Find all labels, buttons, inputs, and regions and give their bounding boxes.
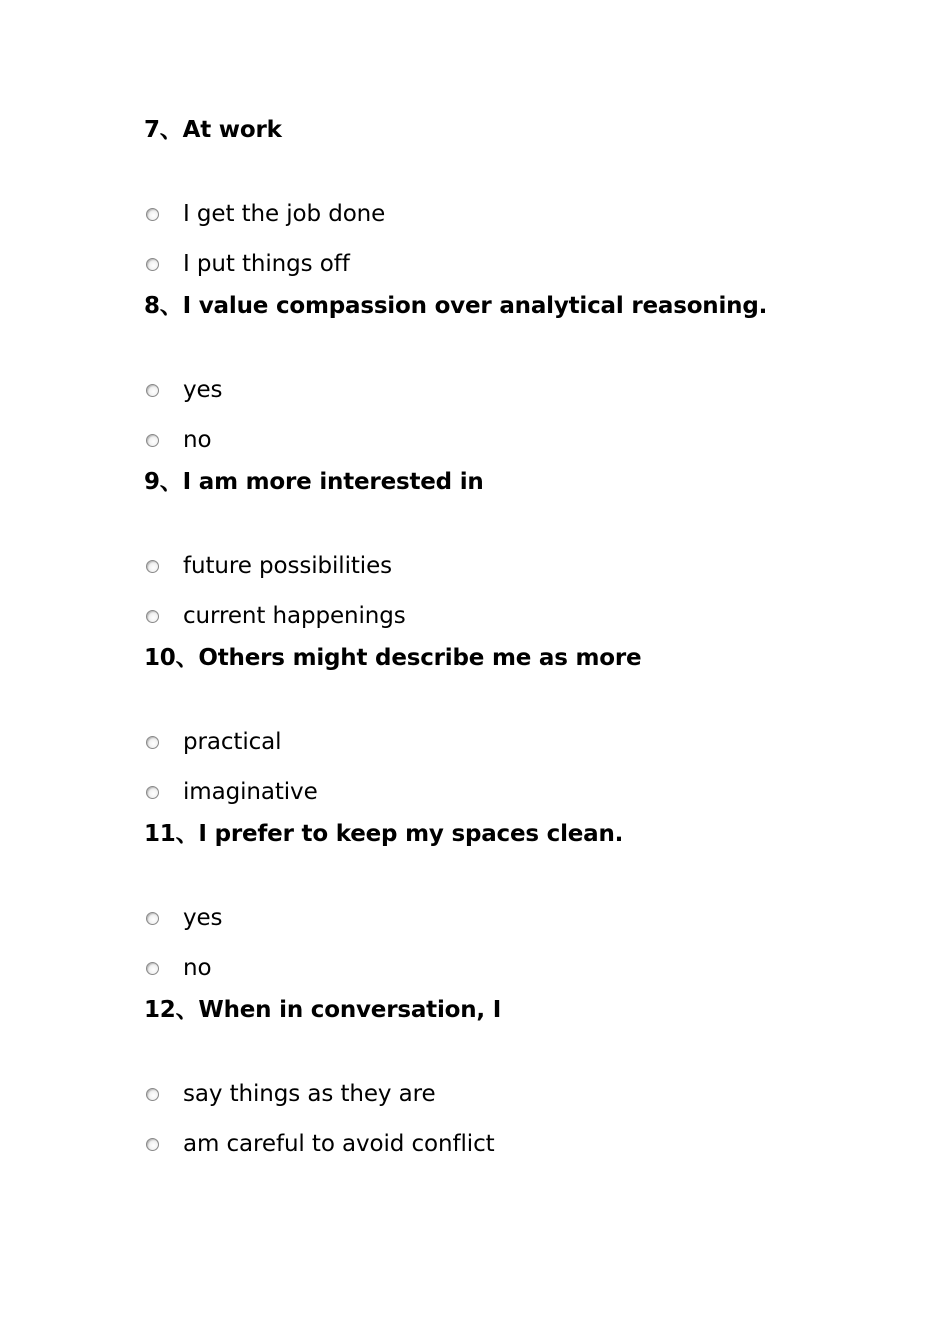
- radio-button[interactable]: [146, 560, 159, 573]
- option-label: I put things off: [183, 251, 350, 277]
- option-imaginative[interactable]: [144, 767, 904, 817]
- option-label: imaginative: [183, 779, 318, 805]
- option-label: no: [183, 955, 212, 981]
- option-no[interactable]: [144, 415, 904, 465]
- question-12: [144, 993, 904, 1169]
- radio-button[interactable]: [146, 434, 159, 447]
- radio-button[interactable]: [146, 736, 159, 749]
- option-yes[interactable]: [144, 893, 904, 943]
- question-11: [144, 817, 904, 993]
- radio-button[interactable]: [146, 258, 159, 271]
- question-10: [144, 641, 904, 817]
- question-9: [144, 465, 904, 641]
- question-7: [144, 113, 904, 289]
- question-title: 12、When in conversation, I: [144, 997, 502, 1023]
- radio-button[interactable]: [146, 208, 159, 221]
- option-label: I get the job done: [183, 201, 386, 227]
- option-say-things-as-they-are[interactable]: [144, 1069, 904, 1119]
- question-title: 8、I value compassion over analytical reasoning.: [144, 293, 768, 319]
- option-label: practical: [183, 729, 282, 755]
- radio-button[interactable]: [146, 1138, 159, 1151]
- questionnaire: [144, 113, 904, 1169]
- option-label: yes: [183, 377, 223, 403]
- option-avoid-conflict[interactable]: [144, 1119, 904, 1169]
- question-8: [144, 289, 904, 465]
- option-no[interactable]: [144, 943, 904, 993]
- radio-button[interactable]: [146, 962, 159, 975]
- radio-button[interactable]: [146, 786, 159, 799]
- question-title: 10、Others might describe me as more: [144, 645, 642, 671]
- question-title: 7、At work: [144, 117, 282, 143]
- option-label: yes: [183, 905, 223, 931]
- option-label: current happenings: [183, 603, 406, 629]
- question-title: 9、I am more interested in: [144, 469, 484, 495]
- option-label: no: [183, 427, 212, 453]
- question-title: 11、I prefer to keep my spaces clean.: [144, 821, 624, 847]
- option-label: future possibilities: [183, 553, 393, 579]
- radio-button[interactable]: [146, 610, 159, 623]
- option-yes[interactable]: [144, 365, 904, 415]
- radio-button[interactable]: [146, 384, 159, 397]
- radio-button[interactable]: [146, 1088, 159, 1101]
- option-current-happenings[interactable]: [144, 591, 904, 641]
- option-future-possibilities[interactable]: [144, 541, 904, 591]
- option-get-job-done[interactable]: [144, 189, 904, 239]
- option-label: say things as they are: [183, 1081, 436, 1107]
- option-label: am careful to avoid conflict: [183, 1131, 495, 1157]
- option-practical[interactable]: [144, 717, 904, 767]
- option-put-things-off[interactable]: [144, 239, 904, 289]
- radio-button[interactable]: [146, 912, 159, 925]
